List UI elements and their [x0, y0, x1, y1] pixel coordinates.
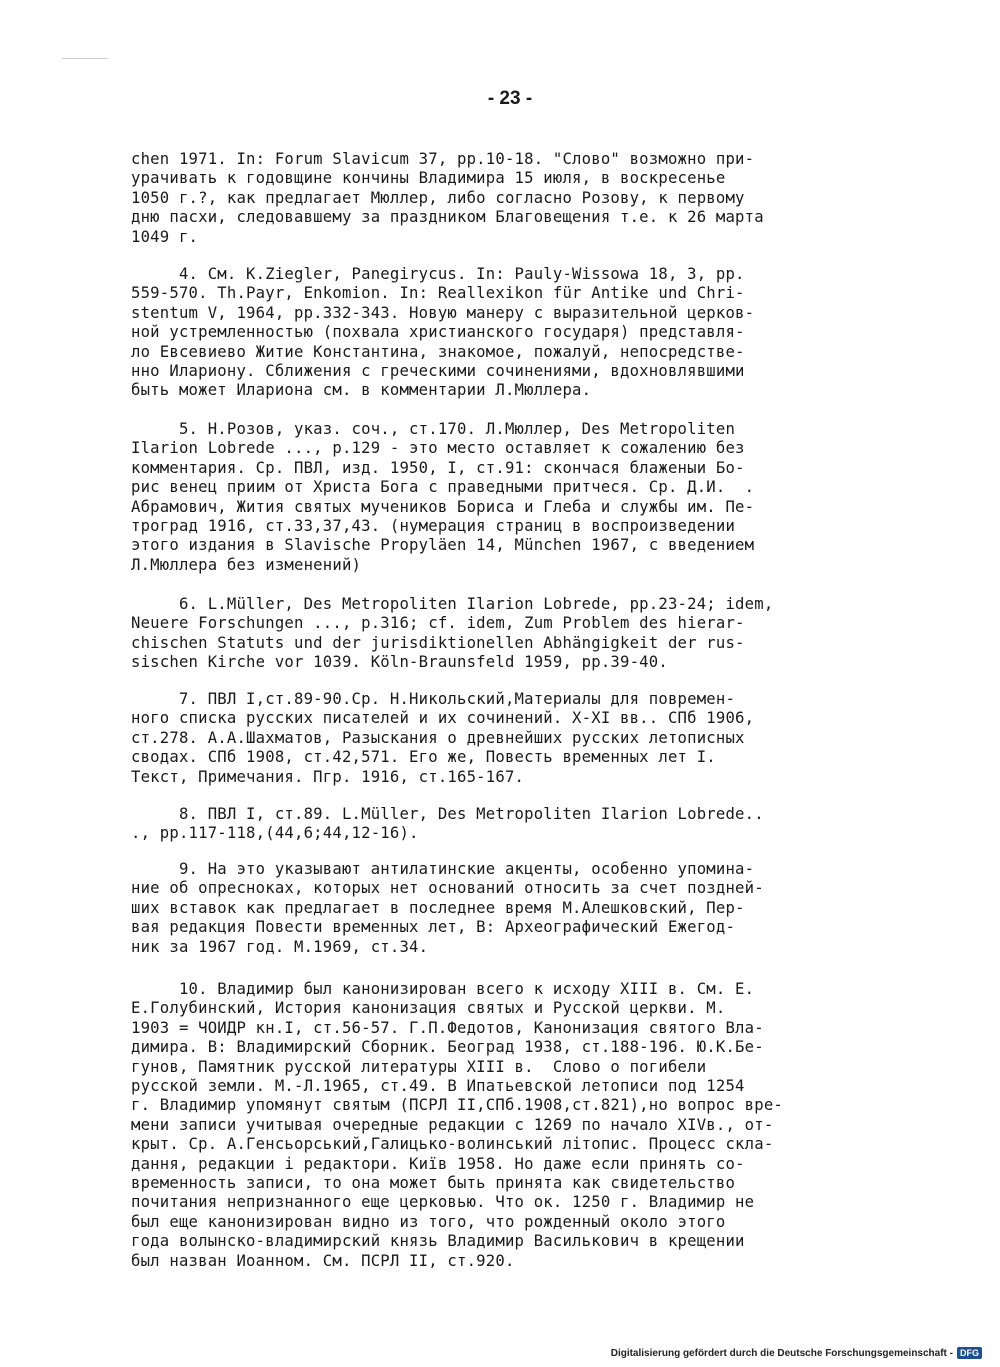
dfg-logo-icon: DFG [957, 1347, 982, 1359]
footnote-line: 8. ПВЛ I, ст.89. L.Müller, Des Metropoliten Ilarion Lobrede.. [131, 805, 764, 823]
footnote-line: сводах. СПб 1908, ст.42,571. Его же, Повесть временных лет I. [131, 748, 716, 767]
footnote-line: Neuere Forschungen ..., p.316; cf. idem, Zum Problem des hierar- [131, 614, 745, 633]
footnote-line: Ilarion Lobrede ..., p.129 - это место оставляет к сожалению без [131, 439, 745, 458]
footnote-line: ной устремленностью (похвала христианского государя) представля- [131, 323, 745, 342]
footnote-5 [131, 420, 891, 575]
footnote-line: ного списка русских писателей и их сочинений. X-XI вв.. СПб 1906, [131, 709, 755, 728]
footnote-line: димира. В: Владимирский Сборник. Београд 1938, ст.188-196. Ю.К.Бе- [131, 1038, 764, 1057]
footnote-7 [131, 690, 891, 787]
footnote-line: 1049 г. [131, 227, 199, 246]
footnote-line: chen 1971. In: Forum Slavicum 37, pp.10-18. "Слово" возможно при- [131, 150, 755, 168]
footnote-line: Л.Мюллера без изменений) [131, 555, 362, 574]
footnote-line: sischen Kirche vor 1039. Köln-Braunsfeld 1959, pp.39-40. [131, 653, 668, 672]
digitization-footer [611, 1347, 982, 1359]
footnote-line: мени записи учитывая очередные редакции с 1269 по начало XIVв., от- [131, 1115, 774, 1134]
footnote-line: 5. Н.Розов, указ. соч., ст.170. Л.Мюллер, Des Metropoliten [131, 420, 736, 438]
footnote-line: нно Илариону. Сближения с греческими сочинениями, вдохновлявшими [131, 362, 745, 381]
footnote-line: быть может Илариона см. в комментарии Л.Мюллера. [131, 381, 592, 400]
footnote-line: 4. См. K.Ziegler, Panegirycus. In: Pauly-Wissowa 18, 3, pp. [131, 265, 745, 283]
footnote-4 [131, 265, 891, 401]
footnote-line: chischen Statuts und der jurisdiktionellen Abhängigkeit der rus- [131, 633, 745, 652]
footnote-line: дання, редакции і редактори. Київ 1958. Но даже если принять со- [131, 1154, 745, 1173]
footnote-continuation [131, 150, 891, 247]
footnote-line: этого издания в Slavische Propyläen 14, München 1967, с введением [131, 536, 755, 555]
footnote-line: 7. ПВЛ I,ст.89-90.Ср. Н.Никольский,Материалы для повремен- [131, 690, 736, 708]
footnote-line: 10. Владимир был канонизирован всего к исходу XIII в. См. Е. [131, 980, 755, 998]
footnote-8 [131, 805, 891, 844]
page-number: - 23 - [487, 88, 533, 109]
footnote-line: 1050 г.?, как предлагает Мюллер, либо согласно Розову, к первому [131, 188, 745, 207]
footnote-line: урачивать к годовщине кончины Владимира 15 июля, в воскресенье [131, 169, 726, 188]
footnote-line: Е.Голубинский, История канонизация святых и Русской церкви. М. [131, 999, 726, 1018]
footnote-line: 9. На это указывают антилатинские акценты, особенно упомина- [131, 860, 755, 878]
footnote-line: троград 1916, ст.33,37,43. (нумерация страниц в воспроизведении [131, 517, 736, 536]
footnote-line: рис венец приим от Христа Бога с праведными притчеся. Ср. Д.И. . [131, 478, 755, 497]
footnote-line: ние об опресноках, которых нет оснований относить за счет поздней- [131, 879, 764, 898]
footnote-line: временность записи, то она может быть принята как свидетельство [131, 1174, 736, 1193]
footnote-line: г. Владимир упомянут святым (ПСРЛ II,СПб.1908,ст.821),но вопрос вре- [131, 1096, 783, 1115]
footnote-line: был еще канонизирован видно из того, что рожденный около этого [131, 1212, 726, 1231]
scan-artifact [62, 58, 108, 59]
footnote-line: 1903 = ЧОИДР кн.I, ст.56-57. Г.П.Федотов, Канонизация святого Вла- [131, 1018, 764, 1037]
footnote-9 [131, 860, 891, 957]
footnote-line: stentum V, 1964, pp.332-343. Новую манеру с выразительной церков- [131, 303, 755, 322]
footnote-line: ших вставок как предлагает в последнее время М.Алешковский, Пер- [131, 898, 745, 917]
footnote-line: года волынско-владимирский князь Владимир Василькович в крещении [131, 1232, 745, 1251]
footnote-6 [131, 595, 891, 673]
footnote-line: крыт. Ср. А.Генсьорський,Галицько-волинський літопис. Процесс скла- [131, 1135, 774, 1154]
footnote-line: дню пасхи, следовавшему за праздником Благовещения т.е. к 26 марта [131, 208, 764, 227]
footnote-10 [131, 980, 891, 1271]
footnote-line: ст.278. А.А.Шахматов, Разыскания о древнейших русских летописных [131, 728, 745, 747]
footnote-line: ., pp.117-118,(44,6;44,12-16). [131, 824, 419, 843]
footer-text: Digitalisierung gefördert durch die Deutsche Forschungsgemeinschaft - [610, 1347, 953, 1359]
footnote-line: Текст, Примечания. Пгр. 1916, ст.165-167. [131, 767, 525, 786]
footnote-line: ло Евсевиево Житие Константина, знакомое, пожалуй, непосредстве- [131, 342, 745, 361]
footnote-line: русской земли. М.-Л.1965, ст.49. В Ипатьевской летописи под 1254 [131, 1077, 745, 1096]
footnote-line: почитания непризнанного еще церковью. Что ок. 1250 г. Владимир не [131, 1193, 755, 1212]
footnote-line: комментария. Ср. ПВЛ, изд. 1950, I, ст.91: скончася блаженыи Бо- [131, 458, 745, 477]
footnote-line: был назван Иоанном. См. ПСРЛ II, ст.920. [131, 1251, 515, 1270]
footnote-line: вая редакция Повести временных лет, В: Археографический Ежегод- [131, 918, 736, 937]
footnote-line: гунов, Памятник русской литературы XIII в. Слово о погибели [131, 1057, 707, 1076]
footnote-line: ник за 1967 год. М.1969, ст.34. [131, 937, 429, 956]
footnote-line: Абрамович, Жития святых мучеников Бориса и Глеба и службы им. Пе- [131, 497, 755, 516]
footnote-line: 6. L.Müller, Des Metropoliten Ilarion Lobrede, pp.23-24; idem, [131, 595, 774, 613]
footnote-line: 559-570. Th.Payr, Enkomion. In: Reallexikon für Antike und Chri- [131, 284, 745, 303]
